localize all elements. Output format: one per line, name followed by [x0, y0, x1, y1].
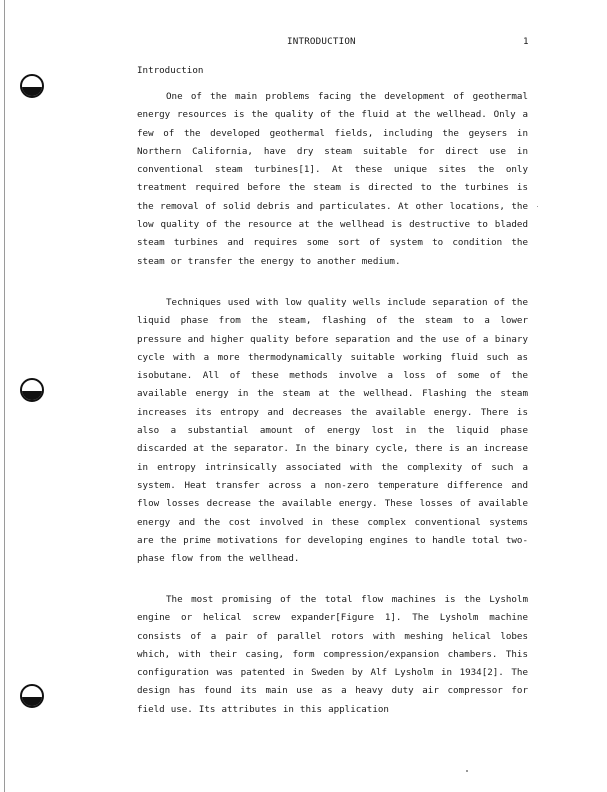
running-header-title: INTRODUCTION: [287, 36, 356, 47]
paragraph-1: One of the main problems facing the development of geothermal energy resources is the quality of the fluid at the wellhead. Only a few of the developed geothermal fields, including the geysers in Northern California, have dry steam suitable for direct use in conventional steam turbines[1]. At these unique sites the only treatment required before the steam is directed to the turbines is the removal of solid debris and particulates. At other locations, the low quality of the resource at the wellhead is destructive to bladed steam turbines and requires some sort of system to condition the steam or transfer the energy to another medium.: [137, 91, 528, 267]
punch-hole-top: [20, 74, 44, 98]
punch-hole-bottom: [20, 684, 44, 708]
scan-speck: [537, 206, 538, 207]
paragraph-3: The most promising of the total flow machines is the Lysholm engine or helical screw expander[Figure 1]. The Lysholm machine consists of a pair of parallel rotors with meshing helical lobes which, with their casing, form compression/expansion chambers. This configuration was patented in Sweden by Alf Lysholm in 1934[2]. The design has found its main use as a heavy duty air compressor for field use. Its attributes in this application: [137, 594, 528, 715]
binder-edge-line: [4, 0, 5, 792]
scan-speck: [466, 770, 468, 772]
punch-hole-middle: [20, 378, 44, 402]
section-heading: Introduction: [137, 65, 204, 76]
page-number: 1: [523, 36, 529, 47]
paragraph-2: Techniques used with low quality wells include separation of the liquid phase from the steam, flashing of the steam to a lower pressure and higher quality before separation and the use of a binary cycle with a more thermodynamically suitable working fluid such as isobutane. All of these methods involve a loss of some of the available energy in the steam at the wellhead. Flashing the steam increases its entropy and decreases the available energy. There is also a substantial amount of energy lost in the liquid phase discarded at the separator. In the binary cycle, there is an increase in entropy intrinsically associated with the complexity of such a system. Heat transfer across a non-zero temperature difference and flow losses decrease the available energy. These losses of available energy and the cost involved in these complex conventional systems are the prime motivations for developing engines to handle total two-phase flow from the wellhead.: [137, 297, 528, 565]
